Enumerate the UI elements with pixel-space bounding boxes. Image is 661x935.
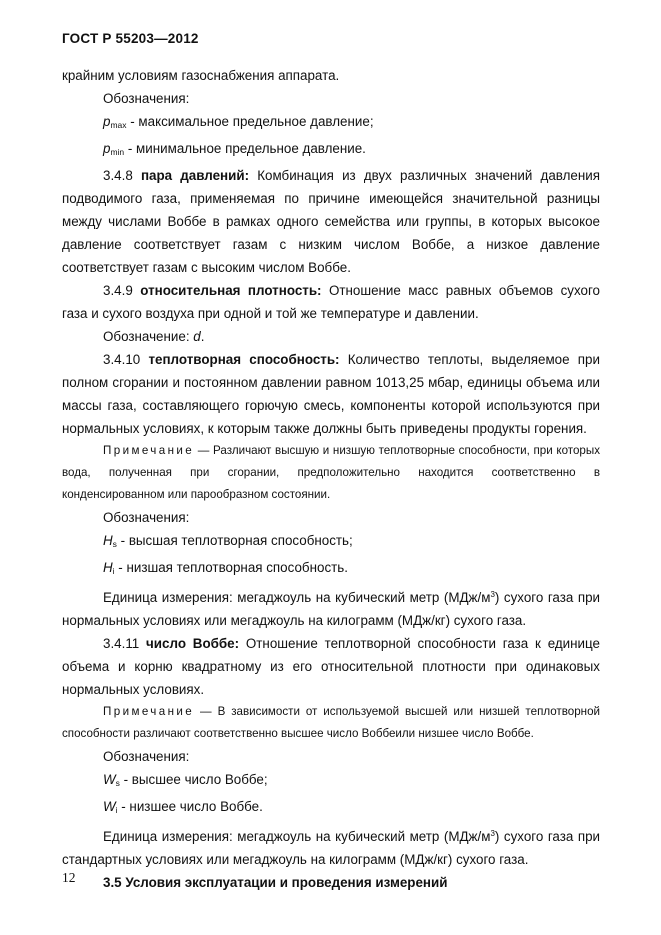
symbol-ws: $W_s$ - высшее число Воббе; <box>103 772 268 788</box>
unit-1: Единица измерения: мегаджоуль на кубический метр $(МДж/м^3)$ сухого газа при нормальных условиях или мегаджоуль на килограмм (МДж/кг) сухого газа. <box>62 590 600 628</box>
symbol-pmin: $p_{min}$ - минимальное предельное давление. <box>103 141 366 157</box>
designations-label-3: Обозначения: <box>103 749 190 764</box>
unit-2: Единица измерения: мегаджоуль на кубический метр $(МДж/м^3)$ сухого газа при стандартных условиях или мегаджоуль на килограмм (МДж/кг) сухого газа. <box>62 829 600 867</box>
document-body <box>62 64 600 894</box>
section-3-5-heading: 3.5 Условия эксплуатации и проведения измерений <box>103 875 448 890</box>
designations-label-2: Обозначения: <box>103 510 190 525</box>
designations-label: Обозначения: <box>103 91 190 106</box>
symbol-wi: $W_i$ - низшее число Воббе. <box>103 799 263 815</box>
page-number: 12 <box>62 870 76 885</box>
definition-3-4-8: 3.4.8 пара давлений: Комбинация из двух различных значений давления подводимого газа, применяемая по причине имеющейся значительной разницы между числами Воббе в рамках одного семейства или группы, в которых высокое давление соответствует газам с низким числом Воббе, а низкое давление соответствует газам с высоким числом Воббе. <box>62 168 600 275</box>
standard-header: ГОСТ Р 55203—2012 <box>62 31 199 46</box>
note-1: Примечание — Различают высшую и низшую теплотворные способности, при которых вода, полученная при сгорании, предположительно находится соответственно в конденсированном или парообразном состоянии. <box>62 444 600 501</box>
symbol-hi: $H_i$ - низшая теплотворная способность. <box>103 560 348 576</box>
symbol-pmax: $p_{max}$ - максимальное предельное давление; <box>103 114 374 130</box>
paragraph-continuation: крайним условиям газоснабжения аппарата. <box>62 68 340 83</box>
designation-d: Обозначение: d. <box>103 329 205 344</box>
definition-3-4-10: 3.4.10 теплотворная способность: Количество теплоты, выделяемое при полном сгорании и постоянном давлении равном 1013,25 мбар, единицы объема или массы газа, составляющего горючую смесь, компоненты которой используются при нормальных условиях, к которым также должны быть приведены продукты горения. <box>62 352 600 436</box>
definition-3-4-9: 3.4.9 относительная плотность: Отношение масс равных объемов сухого газа и сухого воздуха при одной и той же температуре и давлении. <box>62 283 600 321</box>
symbol-hs: $H_s$ - высшая теплотворная способность; <box>103 533 353 549</box>
definition-3-4-11: 3.4.11 число Воббе: Отношение теплотворной способности газа к единице объема и корню квадратному из его относительной плотности при одинаковых нормальных условиях. <box>62 636 600 697</box>
note-2: Примечание — В зависимости от используемой высшей или низшей теплотворной способности различают соответственно высшее число Воббеили низшее число Воббе. <box>62 705 600 740</box>
